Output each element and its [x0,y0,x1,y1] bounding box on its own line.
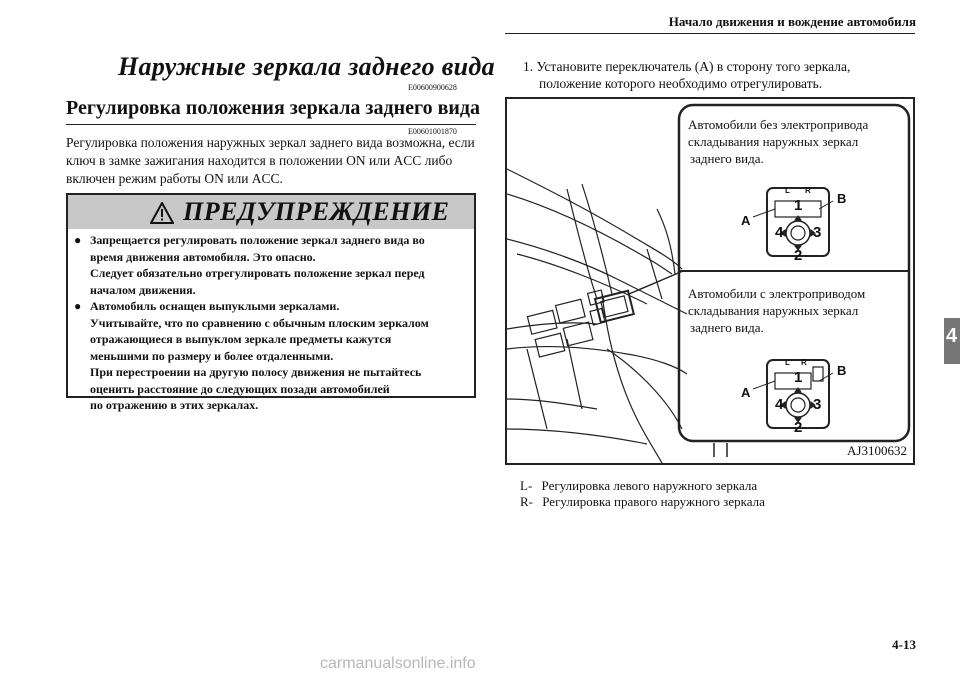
chapter-tab-number: 4 [946,325,958,347]
running-header: Начало движения и вождение автомобиля [668,14,916,29]
caption-line: заднего вида. [690,320,764,335]
step-text-line1: Установите переключатель (A) в сторону того зеркала, [536,59,851,74]
switch-label-4: 4 [775,396,784,413]
switch-label-2: 2 [794,247,803,264]
switch-label-2: 2 [794,419,803,436]
subsection-title: Регулировка положения зеркала заднего вида [66,97,481,119]
watermark: carmanualsonline.info [320,655,476,672]
warning-line: Автомобиль оснащен выпуклыми зеркалами. [90,299,340,313]
legend-text: Регулировка левого наружного зеркала [541,478,758,493]
switch-label-l: L [785,186,790,195]
warning-header [68,195,474,229]
page-number: 4-13 [892,637,916,652]
warning-line: Запрещается регулировать положение зеркал заднего вида во [90,233,425,247]
warning-line: При перестроении на другую полосу движения не пытайтесь [90,365,422,379]
warning-line: Учитывайте, что по сравнению с обычным плоским зеркалом [90,315,429,330]
switch-label-1: 1 [794,197,803,214]
warning-line: меньшими по размеру и более отдаленными. [90,348,334,363]
legend-key: L- [520,478,533,493]
switch-label-4: 4 [775,224,784,241]
section-code: E00600900628 [408,83,457,92]
warning-title: ПРЕДУПРЕЖДЕНИЕ [183,197,450,226]
warning-line: отражающиеся в выпуклом зеркале предметы кажутся [90,332,392,346]
switch-label-3: 3 [813,224,822,241]
mirror-switch-figure [505,97,915,465]
warning-line: время движения автомобиля. Это опасно. [90,249,316,264]
caption-line: заднего вида. [690,151,764,166]
warning-line: по отражению в этих зеркалах. [90,398,259,412]
subsection-text: Регулировка положения наружных зеркал заднего вида возможна, если ключ в замке зажигания находится в положении ON или ACC либо включен режим работы ON или ACC. [66,135,475,186]
switch-label-l: L [785,358,790,367]
panel-top-caption [688,116,868,167]
bullet-icon: ● [74,233,82,247]
warning-line: оценить расстояние до следующих позади автомобилей [90,381,390,396]
step-text-line2: положение которого необходимо отрегулировать. [539,76,823,91]
callout-b: B [837,363,847,378]
section-title: Наружные зеркала заднего вида [118,52,495,81]
caption-line: Автомобили с электроприводом [688,286,866,301]
legend-key: R- [520,494,533,509]
switch-label-1: 1 [794,369,803,386]
caption-line: складывания наружных зеркал [688,303,859,318]
callout-a: A [741,385,751,400]
callout-a: A [741,213,751,228]
warning-line: Следует обязательно отрегулировать положение зеркал перед [90,266,425,280]
legend-item [520,494,765,510]
subsection-rule [66,124,476,125]
warning-triangle-icon [150,202,174,224]
caption-line: складывания наружных зеркал [688,134,859,149]
switch-label-r: R [801,358,807,367]
caption-line: Автомобили без электропривода [688,117,869,132]
step-number: 1. [523,59,534,74]
step-1 [523,58,923,92]
warning-box [66,193,476,412]
mirror-switch-diagram-bottom [739,357,859,437]
callout-b: B [837,191,847,206]
warning-line: началом движения. [90,282,196,297]
warning-body [74,232,468,414]
warning-item [74,298,468,414]
subsection-code: E00601001870 [408,127,457,136]
legend-text: Регулировка правого наружного зеркала [542,494,765,509]
mirror-switch-diagram-top [739,185,859,265]
legend-item [520,478,757,494]
switch-label-3: 3 [813,396,822,413]
panel-bottom-caption [688,285,865,336]
header-rule [505,33,915,34]
switch-label-r: R [805,186,811,195]
warning-item [74,232,468,298]
bullet-icon: ● [74,299,82,313]
figure-code: AJ3100632 [847,443,907,458]
